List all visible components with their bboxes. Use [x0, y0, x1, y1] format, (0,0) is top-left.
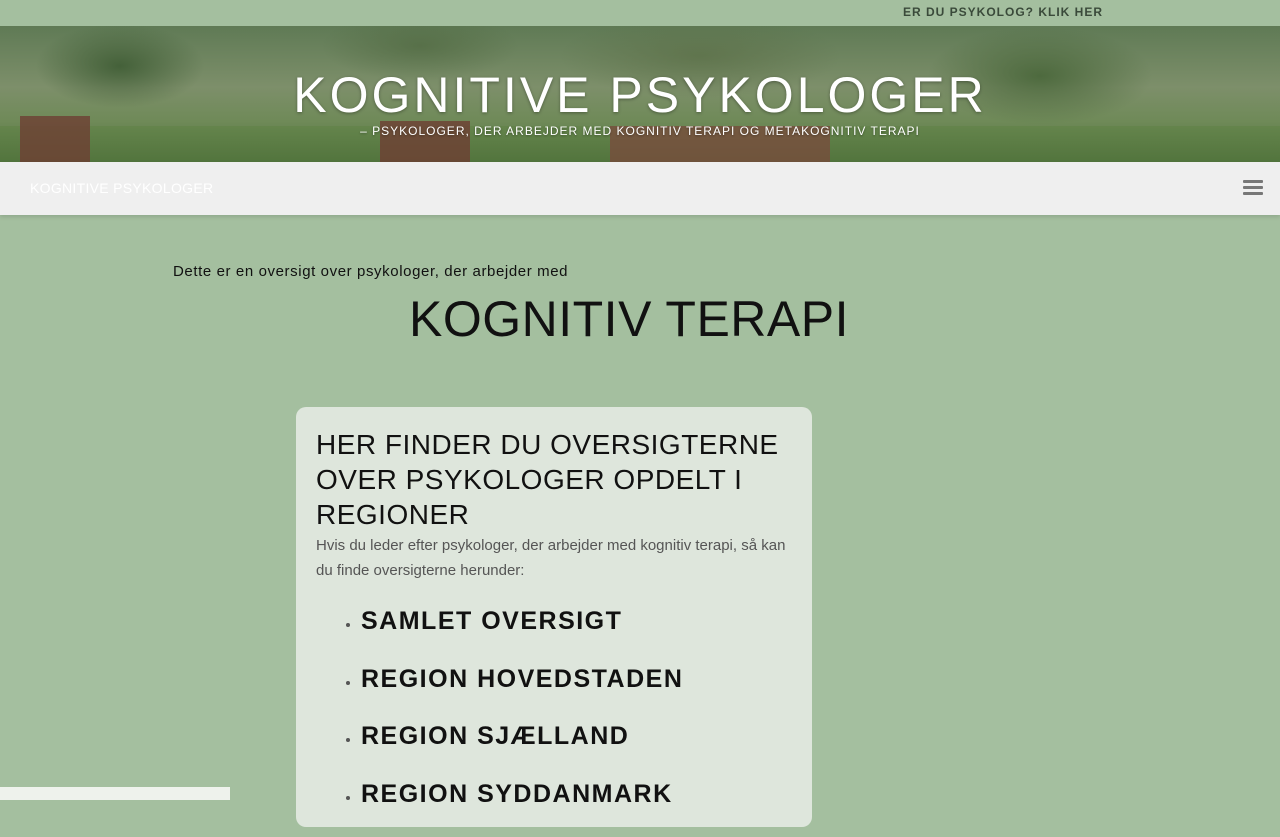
link-samlet-oversigt[interactable]: SAMLET OVERSIGT: [361, 607, 622, 635]
page-heading: KOGNITIV TERAPI: [0, 290, 1258, 348]
site-tagline: – PSYKOLOGER, DER ARBEJDER MED KOGNITIV TERAPI OG METAKOGNITIV TERAPI: [0, 124, 1280, 138]
nav-brand-link[interactable]: KOGNITIVE PSYKOLOGER: [30, 180, 213, 196]
link-region-syddanmark[interactable]: REGION SYDDANMARK: [361, 780, 673, 808]
hamburger-menu-icon[interactable]: [1243, 180, 1265, 198]
list-item: [361, 607, 683, 665]
top-bar: [0, 0, 1280, 26]
card-heading: HER FINDER DU OVERSIGTERNE OVER PSYKOLOGER OPDELT I REGIONER: [316, 427, 796, 532]
link-region-hovedstaden[interactable]: REGION HOVEDSTADEN: [361, 665, 683, 693]
site-title[interactable]: KOGNITIVE PSYKOLOGER: [0, 66, 1280, 124]
region-links-list: [341, 607, 683, 837]
menu-bar-line: [1243, 192, 1263, 195]
menu-bar-line: [1243, 186, 1263, 189]
regions-card: [296, 407, 812, 827]
card-description: Hvis du leder efter psykologer, der arbejder med kognitiv terapi, så kan du finde oversigterne herunder:: [316, 533, 796, 583]
list-item: [361, 665, 683, 723]
intro-text: Dette er en oversigt over psykologer, der arbejder med: [173, 263, 568, 280]
list-item: [361, 722, 683, 780]
list-item: [361, 780, 683, 837]
navigation-bar: [0, 162, 1280, 215]
bottom-left-widget[interactable]: [0, 787, 230, 800]
hero-banner: [0, 26, 1280, 162]
link-region-sjaelland[interactable]: REGION SJÆLLAND: [361, 722, 629, 750]
menu-bar-line: [1243, 180, 1263, 183]
are-you-psychologist-link[interactable]: ER DU PSYKOLOG? KLIK HER: [903, 5, 1103, 19]
